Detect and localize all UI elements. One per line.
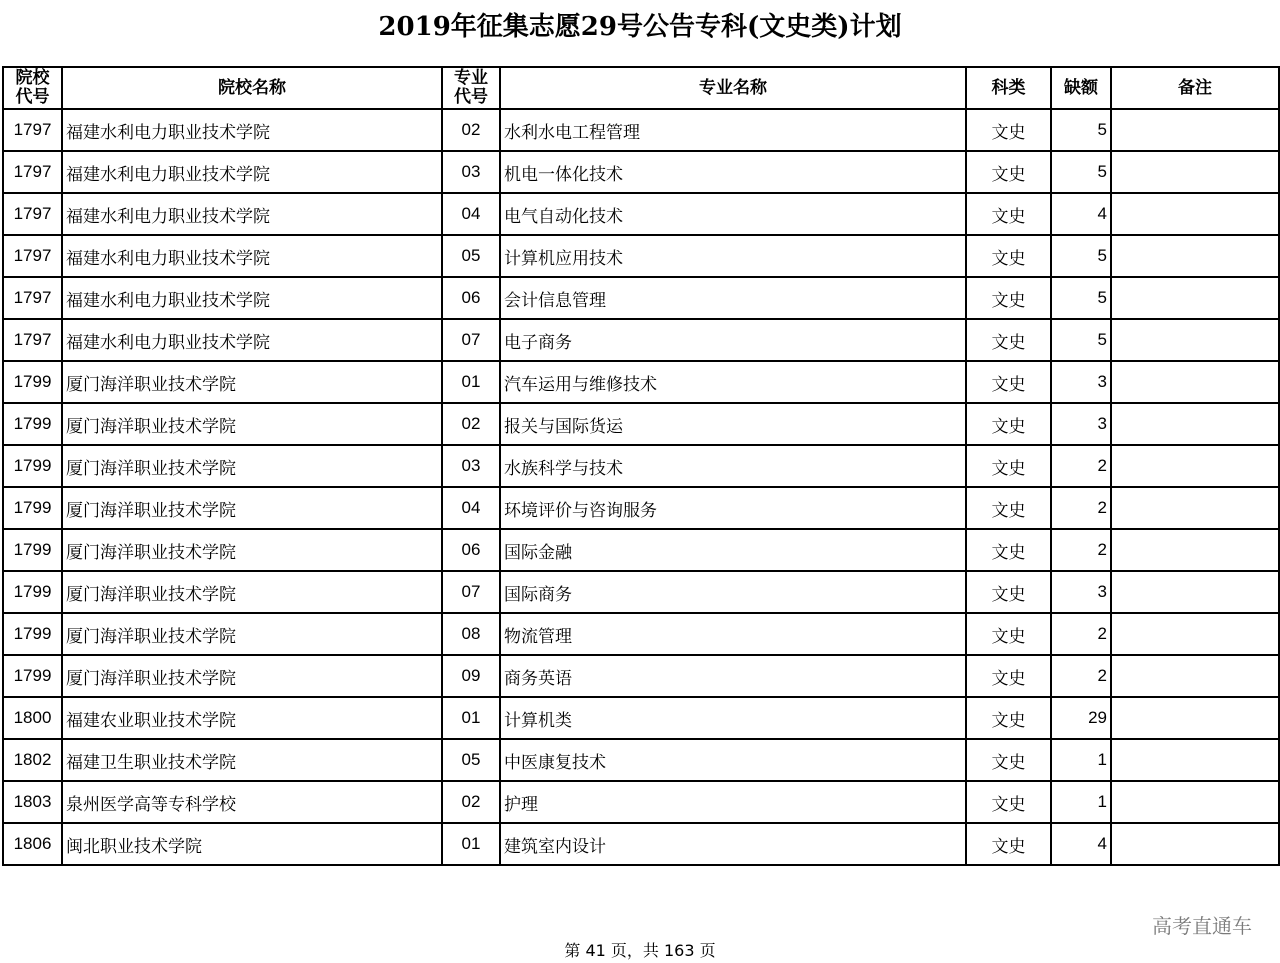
cell-major-name: 水族科学与技术 <box>500 445 966 487</box>
table-row <box>3 319 1279 361</box>
table-row <box>3 529 1279 571</box>
table-row <box>3 781 1279 823</box>
cell-school-name: 福建水利电力职业技术学院 <box>62 277 442 319</box>
cell-remark <box>1111 403 1279 445</box>
cell-major-name: 机电一体化技术 <box>500 151 966 193</box>
cell-category: 文史 <box>966 487 1051 529</box>
cell-category: 文史 <box>966 403 1051 445</box>
cell-major-code: 09 <box>442 655 500 697</box>
cell-remark <box>1111 739 1279 781</box>
cell-remark <box>1111 697 1279 739</box>
table-row <box>3 739 1279 781</box>
plan-table <box>2 66 1280 866</box>
table-row <box>3 361 1279 403</box>
cell-remark <box>1111 277 1279 319</box>
table-row <box>3 571 1279 613</box>
cell-school-name: 厦门海洋职业技术学院 <box>62 487 442 529</box>
cell-major-code: 06 <box>442 529 500 571</box>
cell-category: 文史 <box>966 655 1051 697</box>
cell-remark <box>1111 781 1279 823</box>
cell-school-code: 1797 <box>3 235 62 277</box>
cell-school-code: 1799 <box>3 403 62 445</box>
header-major-name: 专业名称 <box>500 67 966 109</box>
cell-quota: 2 <box>1051 613 1111 655</box>
cell-remark <box>1111 445 1279 487</box>
table-row <box>3 235 1279 277</box>
cell-school-code: 1799 <box>3 571 62 613</box>
cell-quota: 2 <box>1051 445 1111 487</box>
cell-quota: 1 <box>1051 739 1111 781</box>
table-row <box>3 109 1279 151</box>
cell-major-code: 05 <box>442 235 500 277</box>
cell-major-name: 建筑室内设计 <box>500 823 966 865</box>
cell-remark <box>1111 655 1279 697</box>
cell-quota: 2 <box>1051 655 1111 697</box>
cell-school-name: 福建卫生职业技术学院 <box>62 739 442 781</box>
table-row <box>3 613 1279 655</box>
cell-major-name: 物流管理 <box>500 613 966 655</box>
cell-major-name: 商务英语 <box>500 655 966 697</box>
cell-quota: 2 <box>1051 529 1111 571</box>
cell-major-code: 04 <box>442 193 500 235</box>
cell-quota: 5 <box>1051 151 1111 193</box>
cell-major-name: 环境评价与咨询服务 <box>500 487 966 529</box>
document-title: 2019年征集志愿29号公告专科(文史类)计划 <box>378 12 902 42</box>
cell-remark <box>1111 529 1279 571</box>
header-school-name: 院校名称 <box>62 67 442 109</box>
cell-school-name: 福建水利电力职业技术学院 <box>62 109 442 151</box>
cell-school-code: 1802 <box>3 739 62 781</box>
cell-remark <box>1111 361 1279 403</box>
cell-school-code: 1806 <box>3 823 62 865</box>
cell-major-name: 计算机类 <box>500 697 966 739</box>
cell-category: 文史 <box>966 445 1051 487</box>
cell-school-name: 厦门海洋职业技术学院 <box>62 403 442 445</box>
cell-major-code: 02 <box>442 781 500 823</box>
cell-school-name: 泉州医学高等专科学校 <box>62 781 442 823</box>
cell-category: 文史 <box>966 361 1051 403</box>
cell-school-code: 1797 <box>3 319 62 361</box>
header-category: 科类 <box>966 67 1051 109</box>
table-row <box>3 655 1279 697</box>
cell-major-name: 电子商务 <box>500 319 966 361</box>
cell-school-name: 福建水利电力职业技术学院 <box>62 235 442 277</box>
cell-quota: 1 <box>1051 781 1111 823</box>
cell-major-code: 01 <box>442 823 500 865</box>
cell-quota: 29 <box>1051 697 1111 739</box>
cell-school-name: 福建水利电力职业技术学院 <box>62 319 442 361</box>
cell-school-name: 厦门海洋职业技术学院 <box>62 613 442 655</box>
table-row <box>3 151 1279 193</box>
header-quota: 缺额 <box>1051 67 1111 109</box>
cell-school-name: 厦门海洋职业技术学院 <box>62 655 442 697</box>
cell-major-code: 01 <box>442 697 500 739</box>
cell-major-name: 计算机应用技术 <box>500 235 966 277</box>
cell-category: 文史 <box>966 697 1051 739</box>
cell-major-name: 护理 <box>500 781 966 823</box>
cell-school-code: 1799 <box>3 487 62 529</box>
table-row <box>3 697 1279 739</box>
cell-remark <box>1111 235 1279 277</box>
cell-school-name: 福建水利电力职业技术学院 <box>62 151 442 193</box>
cell-major-name: 水利水电工程管理 <box>500 109 966 151</box>
cell-quota: 4 <box>1051 193 1111 235</box>
cell-remark <box>1111 571 1279 613</box>
cell-major-name: 中医康复技术 <box>500 739 966 781</box>
cell-category: 文史 <box>966 613 1051 655</box>
cell-school-code: 1799 <box>3 445 62 487</box>
page-number: 第 41 页，共 163 页 <box>564 941 716 960</box>
cell-category: 文史 <box>966 277 1051 319</box>
cell-remark <box>1111 151 1279 193</box>
cell-school-code: 1799 <box>3 613 62 655</box>
cell-remark <box>1111 319 1279 361</box>
cell-major-name: 会计信息管理 <box>500 277 966 319</box>
table-row <box>3 445 1279 487</box>
cell-major-code: 02 <box>442 403 500 445</box>
cell-major-code: 02 <box>442 109 500 151</box>
cell-major-code: 01 <box>442 361 500 403</box>
table-row <box>3 403 1279 445</box>
cell-school-code: 1797 <box>3 151 62 193</box>
header-remark: 备注 <box>1111 67 1279 109</box>
cell-remark <box>1111 193 1279 235</box>
cell-school-name: 福建水利电力职业技术学院 <box>62 193 442 235</box>
table-row <box>3 193 1279 235</box>
cell-remark <box>1111 823 1279 865</box>
cell-category: 文史 <box>966 319 1051 361</box>
cell-school-name: 闽北职业技术学院 <box>62 823 442 865</box>
cell-school-code: 1799 <box>3 655 62 697</box>
cell-quota: 3 <box>1051 361 1111 403</box>
cell-quota: 3 <box>1051 571 1111 613</box>
cell-major-code: 07 <box>442 319 500 361</box>
table-row <box>3 823 1279 865</box>
header-school-code: 院校代号 <box>3 67 62 109</box>
cell-school-code: 1800 <box>3 697 62 739</box>
cell-category: 文史 <box>966 109 1051 151</box>
cell-remark <box>1111 487 1279 529</box>
cell-category: 文史 <box>966 571 1051 613</box>
cell-school-name: 厦门海洋职业技术学院 <box>62 361 442 403</box>
header-major-code: 专业代号 <box>442 67 500 109</box>
cell-school-name: 福建农业职业技术学院 <box>62 697 442 739</box>
cell-major-code: 08 <box>442 613 500 655</box>
cell-school-name: 厦门海洋职业技术学院 <box>62 571 442 613</box>
cell-quota: 2 <box>1051 487 1111 529</box>
cell-major-code: 06 <box>442 277 500 319</box>
cell-major-name: 国际金融 <box>500 529 966 571</box>
cell-major-name: 国际商务 <box>500 571 966 613</box>
cell-quota: 4 <box>1051 823 1111 865</box>
cell-school-code: 1797 <box>3 277 62 319</box>
cell-school-code: 1799 <box>3 361 62 403</box>
cell-category: 文史 <box>966 823 1051 865</box>
cell-remark <box>1111 109 1279 151</box>
cell-category: 文史 <box>966 151 1051 193</box>
cell-major-code: 03 <box>442 151 500 193</box>
cell-category: 文史 <box>966 739 1051 781</box>
cell-category: 文史 <box>966 529 1051 571</box>
cell-major-code: 05 <box>442 739 500 781</box>
cell-quota: 5 <box>1051 109 1111 151</box>
table-body <box>3 109 1279 865</box>
cell-category: 文史 <box>966 193 1051 235</box>
cell-school-code: 1797 <box>3 109 62 151</box>
cell-school-code: 1803 <box>3 781 62 823</box>
watermark-text: 高考直通车 <box>1152 914 1252 938</box>
table-row <box>3 277 1279 319</box>
cell-school-code: 1797 <box>3 193 62 235</box>
cell-major-name: 报关与国际货运 <box>500 403 966 445</box>
cell-major-code: 04 <box>442 487 500 529</box>
cell-school-name: 厦门海洋职业技术学院 <box>62 529 442 571</box>
cell-major-code: 07 <box>442 571 500 613</box>
cell-quota: 5 <box>1051 235 1111 277</box>
cell-school-name: 厦门海洋职业技术学院 <box>62 445 442 487</box>
cell-category: 文史 <box>966 781 1051 823</box>
cell-remark <box>1111 613 1279 655</box>
cell-school-code: 1799 <box>3 529 62 571</box>
cell-category: 文史 <box>966 235 1051 277</box>
table-row <box>3 487 1279 529</box>
cell-major-name: 汽车运用与维修技术 <box>500 361 966 403</box>
cell-quota: 5 <box>1051 277 1111 319</box>
cell-quota: 5 <box>1051 319 1111 361</box>
cell-major-code: 03 <box>442 445 500 487</box>
cell-major-name: 电气自动化技术 <box>500 193 966 235</box>
cell-quota: 3 <box>1051 403 1111 445</box>
table-header-row <box>3 67 1279 109</box>
